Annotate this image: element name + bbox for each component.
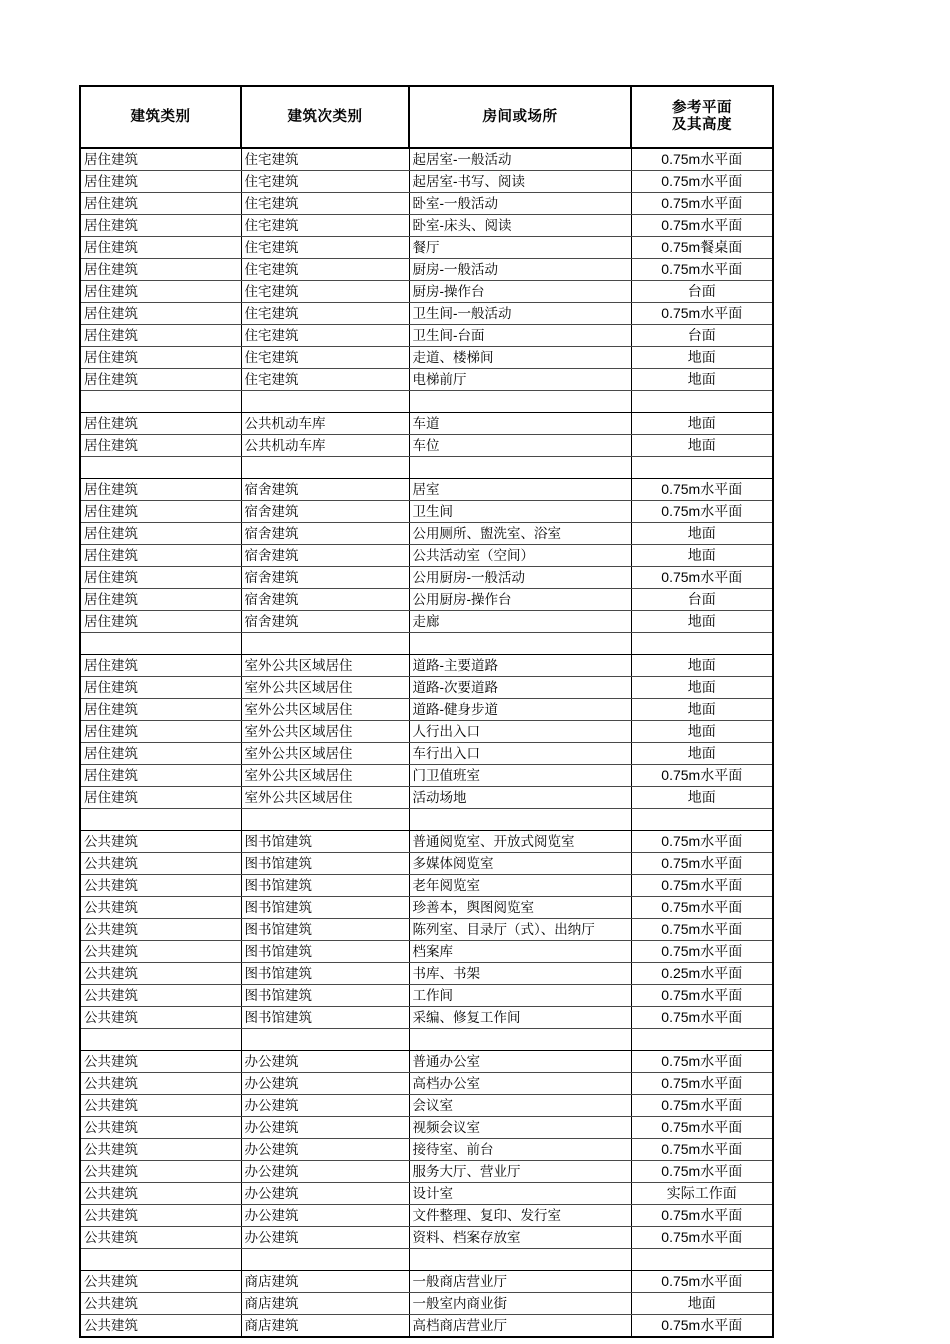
cell-reference-plane[interactable]: 0.25m水平面 <box>631 963 773 985</box>
cell-reference-plane[interactable]: 地面 <box>631 1293 773 1315</box>
cell-room[interactable]: 一般商店营业厅 <box>409 1271 631 1293</box>
cell-category[interactable]: 公共建筑 <box>80 985 241 1007</box>
table-row <box>80 1139 773 1161</box>
cell-room[interactable]: 走廊 <box>409 611 631 633</box>
cell-subcategory[interactable]: 商店建筑 <box>241 1271 409 1293</box>
cell-subcategory[interactable]: 办公建筑 <box>241 1095 409 1117</box>
table-row <box>80 699 773 721</box>
cell-room[interactable]: 卫生间-一般活动 <box>409 303 631 325</box>
table-row <box>80 831 773 853</box>
table-row <box>80 347 773 369</box>
column-header-subcategory: 建筑次类别 <box>241 86 409 148</box>
table-row <box>80 148 773 171</box>
cell-reference-plane[interactable]: 0.75m水平面 <box>631 985 773 1007</box>
cell-room[interactable]: 公用厨房-操作台 <box>409 589 631 611</box>
column-header-room: 房间或场所 <box>409 86 631 148</box>
cell-subcategory[interactable]: 住宅建筑 <box>241 193 409 215</box>
cell-category[interactable]: 公共建筑 <box>80 1205 241 1227</box>
cell-room[interactable]: 卫生间-台面 <box>409 325 631 347</box>
cell-subcategory[interactable]: 住宅建筑 <box>241 171 409 193</box>
table-row <box>80 875 773 897</box>
table-row <box>80 1315 773 1338</box>
cell-reference-plane[interactable]: 0.75m水平面 <box>631 1095 773 1117</box>
cell-subcategory[interactable]: 公共机动车库 <box>241 435 409 457</box>
cell-reference-plane[interactable]: 0.75m水平面 <box>631 1271 773 1293</box>
cell-room[interactable]: 珍善本，舆图阅览室 <box>409 897 631 919</box>
cell-subcategory[interactable]: 室外公共区域居住 <box>241 721 409 743</box>
cell-room[interactable]: 会议室 <box>409 1095 631 1117</box>
cell-subcategory <box>241 391 409 413</box>
cell-subcategory <box>241 457 409 479</box>
table-row <box>80 743 773 765</box>
cell-reference-plane[interactable]: 台面 <box>631 325 773 347</box>
cell-reference-plane[interactable]: 地面 <box>631 611 773 633</box>
cell-room[interactable]: 道路-健身步道 <box>409 699 631 721</box>
cell-subcategory[interactable]: 宿舍建筑 <box>241 523 409 545</box>
cell-room[interactable]: 普通办公室 <box>409 1051 631 1073</box>
table-row <box>80 237 773 259</box>
cell-reference-plane[interactable]: 地面 <box>631 347 773 369</box>
cell-reference-plane[interactable]: 0.75m水平面 <box>631 171 773 193</box>
cell-reference-plane[interactable]: 地面 <box>631 743 773 765</box>
cell-room[interactable]: 工作间 <box>409 985 631 1007</box>
cell-category[interactable]: 居住建筑 <box>80 699 241 721</box>
cell-subcategory[interactable]: 办公建筑 <box>241 1051 409 1073</box>
cell-reference-plane[interactable]: 实际工作面 <box>631 1183 773 1205</box>
cell-subcategory[interactable]: 图书馆建筑 <box>241 875 409 897</box>
table-header <box>80 86 773 148</box>
cell-category[interactable]: 居住建筑 <box>80 787 241 809</box>
cell-reference-plane[interactable]: 台面 <box>631 281 773 303</box>
cell-reference-plane[interactable]: 0.75m水平面 <box>631 897 773 919</box>
table-row <box>80 193 773 215</box>
cell-subcategory[interactable]: 办公建筑 <box>241 1161 409 1183</box>
cell-room <box>409 1249 631 1271</box>
table-row <box>80 963 773 985</box>
cell-room[interactable]: 道路-主要道路 <box>409 655 631 677</box>
cell-room[interactable]: 公共活动室（空间） <box>409 545 631 567</box>
cell-category[interactable]: 居住建筑 <box>80 259 241 281</box>
cell-subcategory[interactable]: 住宅建筑 <box>241 303 409 325</box>
cell-reference-plane[interactable]: 0.75m水平面 <box>631 1117 773 1139</box>
cell-subcategory[interactable]: 住宅建筑 <box>241 347 409 369</box>
column-header-reference-plane <box>631 86 773 148</box>
column-header-category: 建筑类别 <box>80 86 241 148</box>
cell-reference-plane[interactable]: 地面 <box>631 655 773 677</box>
table-row <box>80 611 773 633</box>
cell-category <box>80 633 241 655</box>
cell-reference-plane[interactable]: 地面 <box>631 677 773 699</box>
table-row <box>80 1183 773 1205</box>
cell-room[interactable]: 车行出入口 <box>409 743 631 765</box>
cell-reference-plane[interactable]: 0.75m水平面 <box>631 1227 773 1249</box>
cell-category[interactable]: 居住建筑 <box>80 677 241 699</box>
table-row <box>80 677 773 699</box>
cell-category[interactable]: 公共建筑 <box>80 941 241 963</box>
table-row <box>80 1161 773 1183</box>
cell-room <box>409 391 631 413</box>
table-row <box>80 985 773 1007</box>
table-row <box>80 655 773 677</box>
cell-subcategory[interactable]: 宿舍建筑 <box>241 479 409 501</box>
table-spacer-row <box>80 1029 773 1051</box>
cell-subcategory <box>241 633 409 655</box>
cell-room[interactable]: 活动场地 <box>409 787 631 809</box>
table-row <box>80 303 773 325</box>
table-row <box>80 1271 773 1293</box>
cell-subcategory[interactable]: 图书馆建筑 <box>241 963 409 985</box>
cell-reference-plane[interactable]: 0.75m水平面 <box>631 1161 773 1183</box>
cell-reference-plane[interactable]: 0.75m水平面 <box>631 148 773 171</box>
table-row <box>80 721 773 743</box>
cell-reference-plane[interactable]: 0.75m水平面 <box>631 215 773 237</box>
table-spacer-row <box>80 633 773 655</box>
cell-subcategory[interactable]: 宿舍建筑 <box>241 611 409 633</box>
cell-subcategory[interactable]: 室外公共区域居住 <box>241 699 409 721</box>
table-row <box>80 1227 773 1249</box>
header-row <box>80 86 773 148</box>
table-row <box>80 1117 773 1139</box>
cell-room[interactable]: 卧室-一般活动 <box>409 193 631 215</box>
cell-subcategory[interactable]: 图书馆建筑 <box>241 1007 409 1029</box>
cell-subcategory[interactable]: 图书馆建筑 <box>241 853 409 875</box>
cell-category[interactable]: 公共建筑 <box>80 963 241 985</box>
table-row <box>80 897 773 919</box>
cell-room <box>409 457 631 479</box>
cell-reference-plane[interactable]: 0.75m水平面 <box>631 941 773 963</box>
cell-reference-plane[interactable]: 0.75m水平面 <box>631 853 773 875</box>
cell-room[interactable]: 接待室、前台 <box>409 1139 631 1161</box>
table-spacer-row <box>80 457 773 479</box>
cell-category[interactable]: 居住建筑 <box>80 171 241 193</box>
cell-room <box>409 809 631 831</box>
cell-subcategory <box>241 1029 409 1051</box>
cell-subcategory[interactable]: 宿舍建筑 <box>241 589 409 611</box>
column-header-reference-plane-line2: 及其高度 <box>672 117 732 133</box>
cell-room[interactable]: 车位 <box>409 435 631 457</box>
cell-category[interactable]: 公共建筑 <box>80 1227 241 1249</box>
cell-room[interactable]: 起居室-书写、阅读 <box>409 171 631 193</box>
cell-room[interactable]: 老年阅览室 <box>409 875 631 897</box>
cell-subcategory[interactable]: 宿舍建筑 <box>241 545 409 567</box>
cell-category[interactable]: 公共建筑 <box>80 897 241 919</box>
cell-category[interactable]: 居住建筑 <box>80 435 241 457</box>
cell-reference-plane[interactable]: 地面 <box>631 369 773 391</box>
cell-reference-plane[interactable]: 台面 <box>631 589 773 611</box>
cell-category[interactable]: 公共建筑 <box>80 1051 241 1073</box>
cell-subcategory[interactable]: 住宅建筑 <box>241 369 409 391</box>
cell-reference-plane[interactable]: 0.75m水平面 <box>631 765 773 787</box>
cell-reference-plane[interactable]: 0.75m水平面 <box>631 259 773 281</box>
table-row <box>80 853 773 875</box>
table-spacer-row <box>80 391 773 413</box>
cell-category[interactable]: 公共建筑 <box>80 875 241 897</box>
cell-category <box>80 391 241 413</box>
cell-category[interactable]: 居住建筑 <box>80 479 241 501</box>
cell-subcategory[interactable]: 办公建筑 <box>241 1227 409 1249</box>
cell-category[interactable]: 公共建筑 <box>80 1315 241 1338</box>
table-row <box>80 1073 773 1095</box>
cell-category[interactable]: 公共建筑 <box>80 1095 241 1117</box>
cell-category[interactable]: 公共建筑 <box>80 831 241 853</box>
cell-room[interactable]: 电梯前厅 <box>409 369 631 391</box>
cell-room[interactable]: 普通阅览室、开放式阅览室 <box>409 831 631 853</box>
cell-room[interactable]: 高档办公室 <box>409 1073 631 1095</box>
cell-room[interactable]: 文件整理、复印、发行室 <box>409 1205 631 1227</box>
table-row <box>80 1007 773 1029</box>
cell-room[interactable]: 多媒体阅览室 <box>409 853 631 875</box>
table-row <box>80 171 773 193</box>
cell-room[interactable]: 卧室-床头、阅读 <box>409 215 631 237</box>
cell-reference-plane[interactable]: 地面 <box>631 545 773 567</box>
table-row <box>80 479 773 501</box>
cell-category[interactable]: 公共建筑 <box>80 1161 241 1183</box>
cell-category[interactable]: 居住建筑 <box>80 281 241 303</box>
table-row <box>80 545 773 567</box>
cell-reference-plane[interactable]: 0.75m水平面 <box>631 1205 773 1227</box>
cell-subcategory[interactable]: 商店建筑 <box>241 1293 409 1315</box>
cell-subcategory[interactable]: 商店建筑 <box>241 1315 409 1338</box>
cell-category[interactable]: 公共建筑 <box>80 1139 241 1161</box>
cell-reference-plane[interactable]: 0.75m水平面 <box>631 1051 773 1073</box>
cell-category[interactable]: 居住建筑 <box>80 501 241 523</box>
cell-subcategory[interactable]: 室外公共区域居住 <box>241 765 409 787</box>
cell-room[interactable]: 陈列室、目录厅（式）、出纳厅 <box>409 919 631 941</box>
cell-reference-plane[interactable]: 0.75m水平面 <box>631 193 773 215</box>
cell-room[interactable]: 书库、书架 <box>409 963 631 985</box>
cell-room[interactable]: 起居室-一般活动 <box>409 148 631 171</box>
cell-room[interactable]: 设计室 <box>409 1183 631 1205</box>
cell-room[interactable]: 厨房-一般活动 <box>409 259 631 281</box>
cell-subcategory[interactable]: 办公建筑 <box>241 1183 409 1205</box>
cell-category[interactable]: 居住建筑 <box>80 215 241 237</box>
cell-category[interactable]: 公共建筑 <box>80 1293 241 1315</box>
cell-reference-plane[interactable]: 0.75m水平面 <box>631 919 773 941</box>
cell-subcategory[interactable]: 室外公共区域居住 <box>241 787 409 809</box>
cell-category[interactable]: 公共建筑 <box>80 853 241 875</box>
cell-reference-plane[interactable]: 地面 <box>631 699 773 721</box>
cell-room <box>409 633 631 655</box>
table-row <box>80 1293 773 1315</box>
cell-reference-plane[interactable]: 0.75m水平面 <box>631 831 773 853</box>
cell-room[interactable]: 车道 <box>409 413 631 435</box>
cell-room[interactable]: 视频会议室 <box>409 1117 631 1139</box>
table-row <box>80 1095 773 1117</box>
cell-category[interactable]: 公共建筑 <box>80 1007 241 1029</box>
cell-category[interactable]: 居住建筑 <box>80 743 241 765</box>
table-row <box>80 523 773 545</box>
cell-room[interactable]: 卫生间 <box>409 501 631 523</box>
cell-category[interactable]: 公共建筑 <box>80 919 241 941</box>
table-row <box>80 941 773 963</box>
cell-category[interactable]: 居住建筑 <box>80 369 241 391</box>
cell-category[interactable]: 居住建筑 <box>80 413 241 435</box>
cell-subcategory[interactable]: 图书馆建筑 <box>241 919 409 941</box>
cell-room[interactable]: 采编、修复工作间 <box>409 1007 631 1029</box>
cell-reference-plane[interactable]: 地面 <box>631 787 773 809</box>
table-row <box>80 765 773 787</box>
cell-room[interactable]: 资料、档案存放室 <box>409 1227 631 1249</box>
cell-room[interactable]: 居室 <box>409 479 631 501</box>
table-row <box>80 567 773 589</box>
cell-subcategory[interactable]: 公共机动车库 <box>241 413 409 435</box>
cell-subcategory[interactable]: 住宅建筑 <box>241 215 409 237</box>
cell-category <box>80 1249 241 1271</box>
cell-category <box>80 809 241 831</box>
cell-subcategory[interactable]: 图书馆建筑 <box>241 831 409 853</box>
cell-reference-plane[interactable]: 0.75m水平面 <box>631 501 773 523</box>
cell-subcategory[interactable]: 图书馆建筑 <box>241 897 409 919</box>
cell-room[interactable]: 门卫值班室 <box>409 765 631 787</box>
cell-room[interactable]: 人行出入口 <box>409 721 631 743</box>
cell-reference-plane[interactable]: 地面 <box>631 435 773 457</box>
cell-subcategory[interactable]: 图书馆建筑 <box>241 985 409 1007</box>
table-row <box>80 787 773 809</box>
spreadsheet-sheet <box>79 85 772 1338</box>
table-row <box>80 369 773 391</box>
table-body <box>80 148 773 1337</box>
cell-room[interactable]: 走道、楼梯间 <box>409 347 631 369</box>
table-row <box>80 325 773 347</box>
table-row <box>80 1205 773 1227</box>
cell-subcategory[interactable]: 室外公共区域居住 <box>241 677 409 699</box>
cell-reference-plane[interactable]: 0.75m水平面 <box>631 1007 773 1029</box>
cell-reference-plane[interactable]: 地面 <box>631 523 773 545</box>
table-row <box>80 215 773 237</box>
table-row <box>80 413 773 435</box>
cell-reference-plane <box>631 633 773 655</box>
cell-subcategory[interactable]: 住宅建筑 <box>241 259 409 281</box>
cell-subcategory[interactable]: 室外公共区域居住 <box>241 655 409 677</box>
cell-reference-plane[interactable]: 0.75m餐桌面 <box>631 237 773 259</box>
cell-subcategory[interactable]: 室外公共区域居住 <box>241 743 409 765</box>
table-row <box>80 919 773 941</box>
building-lighting-reference-table <box>79 85 774 1338</box>
cell-category[interactable]: 居住建筑 <box>80 347 241 369</box>
table-spacer-row <box>80 809 773 831</box>
table-spacer-row <box>80 1249 773 1271</box>
cell-category[interactable]: 居住建筑 <box>80 589 241 611</box>
cell-subcategory[interactable]: 住宅建筑 <box>241 237 409 259</box>
cell-subcategory <box>241 1249 409 1271</box>
cell-category[interactable]: 居住建筑 <box>80 655 241 677</box>
cell-reference-plane[interactable]: 地面 <box>631 721 773 743</box>
cell-room[interactable]: 高档商店营业厅 <box>409 1315 631 1338</box>
cell-room[interactable]: 档案库 <box>409 941 631 963</box>
cell-category[interactable]: 居住建筑 <box>80 303 241 325</box>
cell-category[interactable]: 居住建筑 <box>80 545 241 567</box>
cell-category[interactable]: 公共建筑 <box>80 1117 241 1139</box>
cell-reference-plane <box>631 809 773 831</box>
cell-category[interactable]: 居住建筑 <box>80 611 241 633</box>
cell-category <box>80 1029 241 1051</box>
cell-subcategory[interactable]: 宿舍建筑 <box>241 567 409 589</box>
cell-reference-plane[interactable]: 0.75m水平面 <box>631 875 773 897</box>
cell-category[interactable]: 公共建筑 <box>80 1271 241 1293</box>
cell-subcategory[interactable]: 办公建筑 <box>241 1139 409 1161</box>
cell-category[interactable]: 居住建筑 <box>80 325 241 347</box>
cell-subcategory[interactable]: 宿舍建筑 <box>241 501 409 523</box>
table-row <box>80 259 773 281</box>
cell-reference-plane[interactable]: 0.75m水平面 <box>631 479 773 501</box>
cell-room[interactable]: 餐厅 <box>409 237 631 259</box>
table-row <box>80 501 773 523</box>
cell-room[interactable]: 公用厨房-一般活动 <box>409 567 631 589</box>
cell-room[interactable]: 公用厕所、盥洗室、浴室 <box>409 523 631 545</box>
cell-category[interactable]: 居住建筑 <box>80 193 241 215</box>
cell-subcategory[interactable]: 住宅建筑 <box>241 325 409 347</box>
cell-category[interactable]: 公共建筑 <box>80 1183 241 1205</box>
cell-room[interactable]: 一般室内商业街 <box>409 1293 631 1315</box>
cell-reference-plane <box>631 457 773 479</box>
table-row <box>80 1051 773 1073</box>
cell-reference-plane <box>631 391 773 413</box>
cell-subcategory <box>241 809 409 831</box>
cell-reference-plane[interactable]: 0.75m水平面 <box>661 1317 743 1333</box>
cell-subcategory[interactable]: 图书馆建筑 <box>241 941 409 963</box>
cell-subcategory[interactable]: 住宅建筑 <box>241 281 409 303</box>
cell-room[interactable]: 道路-次要道路 <box>409 677 631 699</box>
table-row <box>80 281 773 303</box>
cell-room <box>409 1029 631 1051</box>
cell-reference-plane[interactable]: 0.75m水平面 <box>631 303 773 325</box>
cell-reference-plane <box>631 1249 773 1271</box>
cell-category[interactable]: 居住建筑 <box>80 523 241 545</box>
cell-subcategory[interactable]: 办公建筑 <box>241 1073 409 1095</box>
cell-reference-plane[interactable]: 地面 <box>631 413 773 435</box>
cell-reference-plane[interactable]: 0.75m水平面 <box>631 1073 773 1095</box>
cell-reference-plane[interactable]: 0.75m水平面 <box>631 567 773 589</box>
cell-category[interactable]: 公共建筑 <box>80 1073 241 1095</box>
cell-category[interactable]: 居住建筑 <box>80 765 241 787</box>
cell-reference-plane[interactable]: 0.75m水平面 <box>631 1139 773 1161</box>
column-header-reference-plane-line1: 参考平面 <box>672 100 732 117</box>
cell-room[interactable]: 服务大厅、营业厅 <box>409 1161 631 1183</box>
cell-category[interactable]: 居住建筑 <box>80 148 241 171</box>
table-row <box>80 435 773 457</box>
cell-room[interactable]: 厨房-操作台 <box>409 281 631 303</box>
cell-category[interactable]: 居住建筑 <box>80 567 241 589</box>
cell-subcategory[interactable]: 办公建筑 <box>241 1205 409 1227</box>
cell-category <box>80 457 241 479</box>
cell-category[interactable]: 居住建筑 <box>80 721 241 743</box>
cell-reference-plane <box>631 1029 773 1051</box>
table-row <box>80 589 773 611</box>
cell-subcategory[interactable]: 办公建筑 <box>241 1117 409 1139</box>
cell-category[interactable]: 居住建筑 <box>80 237 241 259</box>
cell-subcategory[interactable]: 住宅建筑 <box>241 148 409 171</box>
